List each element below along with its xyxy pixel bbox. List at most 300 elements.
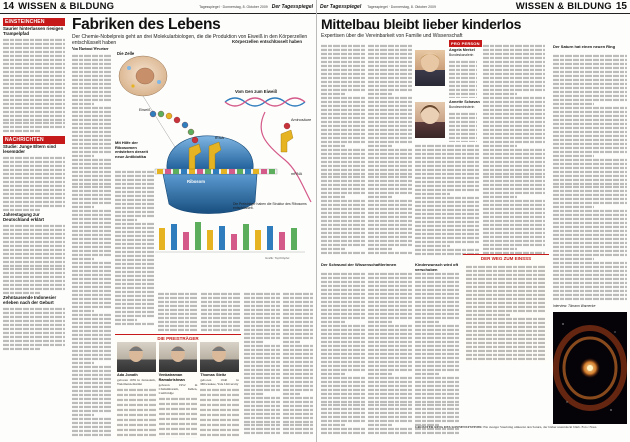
text-line — [368, 172, 412, 174]
text-line — [483, 137, 545, 139]
pro-text — [449, 60, 477, 98]
text-line — [466, 306, 546, 308]
text-line — [321, 337, 365, 339]
text-line — [72, 398, 112, 400]
text-line — [415, 241, 479, 243]
text-line — [72, 298, 112, 300]
text-line — [368, 81, 412, 83]
text-line — [321, 400, 365, 402]
text-line — [3, 122, 65, 124]
text-line — [244, 341, 264, 343]
text-line — [449, 137, 477, 139]
text-line — [553, 95, 627, 97]
text-line — [3, 205, 65, 207]
text-line — [244, 345, 280, 347]
text-line — [368, 240, 412, 242]
text-line — [368, 180, 412, 182]
text-line — [72, 222, 112, 224]
text-line — [368, 144, 392, 146]
text-line — [3, 244, 65, 246]
text-line — [553, 282, 627, 284]
text-line — [368, 372, 392, 374]
text-line — [483, 180, 545, 182]
text-line — [553, 238, 627, 240]
text-line — [3, 336, 65, 338]
text-line — [483, 133, 545, 135]
text-line — [72, 83, 112, 85]
text-line — [321, 85, 365, 87]
text-line — [283, 325, 313, 327]
text-line — [483, 101, 545, 103]
text-line — [368, 380, 412, 382]
text-line — [553, 202, 627, 204]
text-line — [158, 317, 198, 319]
text-line — [415, 197, 479, 199]
text-line — [72, 254, 112, 256]
text-line — [72, 139, 112, 141]
dateline: Tagesspiegel · Donnerstag, 8. Oktober 2009 — [367, 4, 436, 9]
text-line — [483, 148, 545, 150]
text-line — [72, 238, 112, 240]
text-line — [72, 107, 112, 109]
text-line — [283, 389, 313, 391]
text-line — [368, 45, 412, 47]
text-line — [321, 392, 365, 394]
text-line — [466, 326, 546, 328]
text-line — [368, 325, 412, 327]
text-line — [321, 176, 365, 178]
text-line — [72, 115, 112, 117]
text-line — [321, 224, 365, 226]
text-line — [553, 170, 627, 172]
text-line — [466, 338, 546, 340]
text-line — [158, 313, 198, 315]
text-line — [368, 244, 412, 246]
text-line — [159, 437, 198, 438]
article-column-4 — [368, 272, 412, 438]
text-line — [3, 59, 65, 61]
text-line — [368, 228, 412, 230]
text-line — [483, 144, 517, 146]
text-line — [321, 293, 365, 295]
text-line — [72, 218, 112, 220]
text-line — [368, 141, 412, 143]
text-line — [72, 429, 112, 431]
text-line — [244, 369, 280, 371]
text-line — [368, 252, 412, 254]
text-line — [553, 190, 627, 192]
text-line — [449, 117, 477, 119]
text-line — [415, 408, 459, 410]
text-line — [553, 158, 627, 160]
text-line — [368, 416, 412, 418]
sidebar-kicker: EINSTEINCHEN — [3, 18, 65, 26]
laureate-card — [159, 342, 198, 438]
text-line — [483, 69, 545, 71]
text-line — [321, 376, 365, 378]
text-line — [117, 419, 156, 421]
text-line — [483, 192, 545, 194]
text-line — [483, 172, 545, 174]
text-line — [415, 412, 459, 414]
text-line — [72, 242, 112, 244]
text-line — [283, 305, 313, 307]
text-line — [368, 168, 412, 170]
text-line — [283, 361, 313, 363]
text-line — [553, 71, 627, 73]
text-line — [415, 248, 479, 250]
article-column-1 — [72, 54, 112, 438]
text-line — [321, 109, 365, 111]
text-line — [72, 266, 112, 268]
text-line — [368, 309, 412, 311]
text-line — [72, 370, 112, 372]
text-line — [415, 233, 479, 235]
column-head-3: Der Saturn hat einen neuen Ring — [553, 44, 616, 49]
sidebar-headline: Jahrestagung zur Deutschland erklärt — [3, 211, 44, 222]
text-line — [553, 250, 627, 252]
column-head-1: Der Schwund der Wissenschaftlerinnen — [321, 262, 397, 267]
text-line — [368, 129, 412, 131]
text-line — [415, 313, 459, 315]
text-line — [553, 63, 627, 65]
text-line — [553, 294, 627, 296]
text-line — [368, 117, 412, 119]
text-line — [466, 274, 546, 276]
text-line — [3, 320, 65, 322]
text-line — [283, 349, 313, 351]
text-line — [3, 288, 65, 290]
text-line — [368, 376, 412, 378]
text-line — [3, 292, 40, 294]
text-line — [3, 106, 65, 108]
text-line — [415, 297, 459, 299]
text-line — [321, 384, 365, 386]
text-line — [368, 89, 412, 91]
text-line — [415, 189, 479, 191]
text-line — [553, 198, 627, 200]
text-line — [483, 196, 517, 198]
text-line — [72, 282, 112, 284]
text-line — [449, 89, 477, 91]
laureate-bio: geboren 1940 in Milwaukee, Yale University — [200, 378, 240, 386]
text-line — [415, 165, 479, 167]
text-line — [321, 380, 365, 382]
text-line — [321, 317, 365, 319]
text-line — [553, 103, 594, 105]
text-line — [368, 384, 412, 386]
text-line — [368, 208, 412, 210]
text-line — [321, 396, 365, 398]
text-line — [415, 388, 459, 390]
text-line — [466, 310, 546, 312]
text-line — [3, 185, 65, 187]
text-line — [553, 298, 627, 300]
text-line — [415, 281, 459, 283]
text-line — [72, 234, 112, 236]
label-gene: Vom Gen zum Eiweiß — [235, 89, 278, 94]
text-line — [466, 302, 546, 304]
text-line — [415, 404, 459, 406]
text-line — [553, 222, 627, 224]
text-line — [553, 67, 627, 69]
laureate-card — [117, 342, 156, 438]
text-line — [321, 73, 365, 75]
text-line — [244, 365, 280, 367]
text-line — [115, 315, 155, 317]
text-line — [283, 333, 313, 335]
text-line — [200, 399, 239, 401]
text-line — [244, 416, 280, 418]
text-line — [368, 400, 412, 402]
text-line — [483, 121, 545, 123]
text-line — [553, 218, 627, 220]
text-line — [159, 408, 198, 410]
text-line — [159, 428, 198, 430]
text-line — [368, 349, 412, 351]
text-line — [200, 404, 239, 406]
text-line — [553, 166, 627, 168]
text-line — [415, 161, 479, 163]
text-line — [321, 93, 345, 95]
text-line — [72, 382, 112, 384]
text-line — [3, 225, 65, 227]
text-line — [415, 293, 459, 295]
text-line — [466, 350, 546, 352]
text-line — [244, 389, 280, 391]
text-line — [449, 133, 477, 135]
text-line — [321, 77, 365, 79]
text-line — [415, 225, 479, 227]
text-line — [72, 154, 94, 156]
left-page-header — [0, 0, 316, 14]
text-line — [321, 301, 365, 303]
text-line — [3, 240, 65, 242]
text-line — [553, 242, 627, 244]
text-line — [483, 141, 545, 143]
text-line — [483, 228, 545, 230]
saturn-ring-image — [553, 312, 627, 424]
text-line — [321, 305, 365, 307]
text-line — [368, 105, 412, 107]
text-line — [72, 226, 112, 228]
text-line — [466, 322, 546, 324]
text-line — [321, 349, 365, 351]
text-line — [368, 313, 412, 315]
text-line — [321, 333, 365, 335]
text-line — [368, 297, 412, 299]
photo-caption-title: GRÖSSTER RING DES SONNENSYSTEMS: — [415, 425, 483, 429]
text-line — [283, 424, 313, 426]
text-line — [466, 342, 546, 344]
text-line — [321, 404, 365, 406]
text-line — [553, 151, 627, 153]
text-line — [368, 333, 412, 335]
text-line — [368, 321, 392, 323]
text-line — [72, 190, 112, 192]
text-line — [3, 126, 65, 128]
text-line — [321, 129, 365, 131]
text-line — [244, 373, 280, 375]
text-line — [283, 337, 313, 339]
text-line — [283, 404, 313, 406]
text-line — [321, 65, 365, 67]
text-line — [3, 284, 65, 286]
text-line — [483, 89, 545, 91]
text-line — [3, 173, 65, 175]
text-line — [72, 147, 112, 149]
text-line — [3, 332, 65, 334]
text-line — [283, 365, 313, 367]
text-line — [72, 123, 112, 125]
text-line — [3, 308, 65, 310]
text-line — [244, 293, 280, 295]
laureate-name: Venkatraman Ramakrishnan — [158, 373, 185, 382]
text-line — [415, 153, 479, 155]
text-line — [3, 248, 65, 250]
text-line — [244, 392, 264, 394]
text-line — [553, 79, 627, 81]
text-line — [483, 164, 545, 166]
text-line — [415, 341, 459, 343]
text-line — [321, 289, 365, 291]
text-line — [283, 369, 313, 371]
text-line — [283, 432, 313, 434]
text-line — [72, 302, 112, 304]
text-line — [3, 71, 65, 73]
text-line — [3, 94, 65, 96]
text-line — [201, 321, 241, 323]
text-line — [244, 381, 280, 383]
text-line — [3, 102, 65, 104]
text-line — [415, 277, 459, 279]
text-line — [415, 333, 459, 335]
text-line — [368, 73, 412, 75]
text-line — [553, 147, 627, 149]
text-line — [201, 305, 241, 307]
text-line — [201, 317, 241, 319]
text-line — [483, 160, 545, 162]
text-line — [321, 45, 365, 47]
text-line — [368, 156, 412, 158]
laureate-photo — [200, 342, 239, 372]
text-line — [483, 208, 545, 210]
text-line — [3, 229, 65, 231]
text-line — [3, 276, 65, 278]
text-line — [321, 216, 365, 218]
text-line — [321, 273, 365, 275]
text-line — [72, 286, 112, 288]
text-line — [244, 361, 280, 363]
text-line — [244, 321, 280, 323]
text-line — [3, 39, 65, 41]
text-line — [201, 301, 241, 303]
text-line — [244, 337, 280, 339]
text-line — [321, 204, 365, 206]
text-line — [283, 381, 313, 383]
text-line — [466, 314, 510, 316]
label-protein: Eiweiß — [139, 108, 151, 112]
text-line — [553, 174, 627, 176]
text-line — [415, 400, 459, 402]
text-line — [368, 392, 412, 394]
label-ribosome: Ribosom — [187, 179, 205, 184]
text-line — [553, 115, 627, 117]
text-line — [415, 321, 439, 323]
text-line — [321, 180, 365, 182]
article-column-1 — [321, 44, 365, 256]
text-line — [483, 244, 545, 246]
text-line — [283, 373, 313, 375]
laureates-box-title: DIE PREISTRÄGER — [157, 336, 199, 341]
photo-caption-text: Ein riesiger Staubring umkreist den Saturn, der bisher unentdeckt blieb. Foto: Nasa — [483, 425, 597, 429]
text-line — [3, 201, 65, 203]
text-line — [72, 338, 112, 340]
text-line — [449, 93, 477, 95]
text-line — [244, 377, 280, 379]
text-line — [159, 413, 198, 415]
text-line — [415, 205, 479, 207]
text-line — [368, 196, 392, 198]
text-line — [72, 278, 112, 280]
text-line — [368, 317, 412, 319]
text-line — [115, 303, 155, 305]
text-line — [466, 334, 546, 336]
text-line — [158, 305, 198, 307]
text-line — [483, 212, 545, 214]
text-line — [72, 394, 112, 396]
text-line — [3, 236, 65, 238]
text-line — [415, 169, 479, 171]
text-line — [72, 274, 112, 276]
text-line — [244, 333, 280, 335]
text-line — [553, 87, 627, 89]
text-line — [117, 389, 156, 391]
text-line — [415, 357, 459, 359]
text-line — [117, 399, 156, 401]
text-line — [158, 297, 198, 299]
text-line — [483, 184, 545, 186]
text-line — [368, 85, 412, 87]
procon-column-b — [483, 44, 545, 256]
article-headline: Mittelbau bleibt lieber kinderlos — [321, 16, 522, 32]
text-line — [553, 107, 627, 109]
text-line — [415, 221, 479, 223]
text-line — [415, 209, 479, 211]
text-line — [368, 289, 412, 291]
text-line — [321, 200, 365, 202]
text-line — [283, 345, 313, 347]
person-name-2: Annette Schavan — [449, 100, 480, 104]
text-line — [553, 83, 627, 85]
text-line — [201, 329, 241, 331]
text-line — [321, 388, 365, 390]
text-line — [158, 329, 198, 331]
text-line — [321, 240, 365, 242]
text-line — [244, 385, 280, 387]
text-line — [321, 172, 365, 174]
text-line — [3, 114, 65, 116]
text-line — [553, 266, 627, 268]
text-line — [72, 87, 112, 89]
text-line — [117, 429, 156, 431]
text-line — [72, 326, 112, 328]
text-line — [3, 161, 65, 163]
text-line — [72, 390, 112, 392]
text-line — [368, 49, 412, 51]
text-line — [466, 282, 546, 284]
text-line — [283, 392, 300, 394]
